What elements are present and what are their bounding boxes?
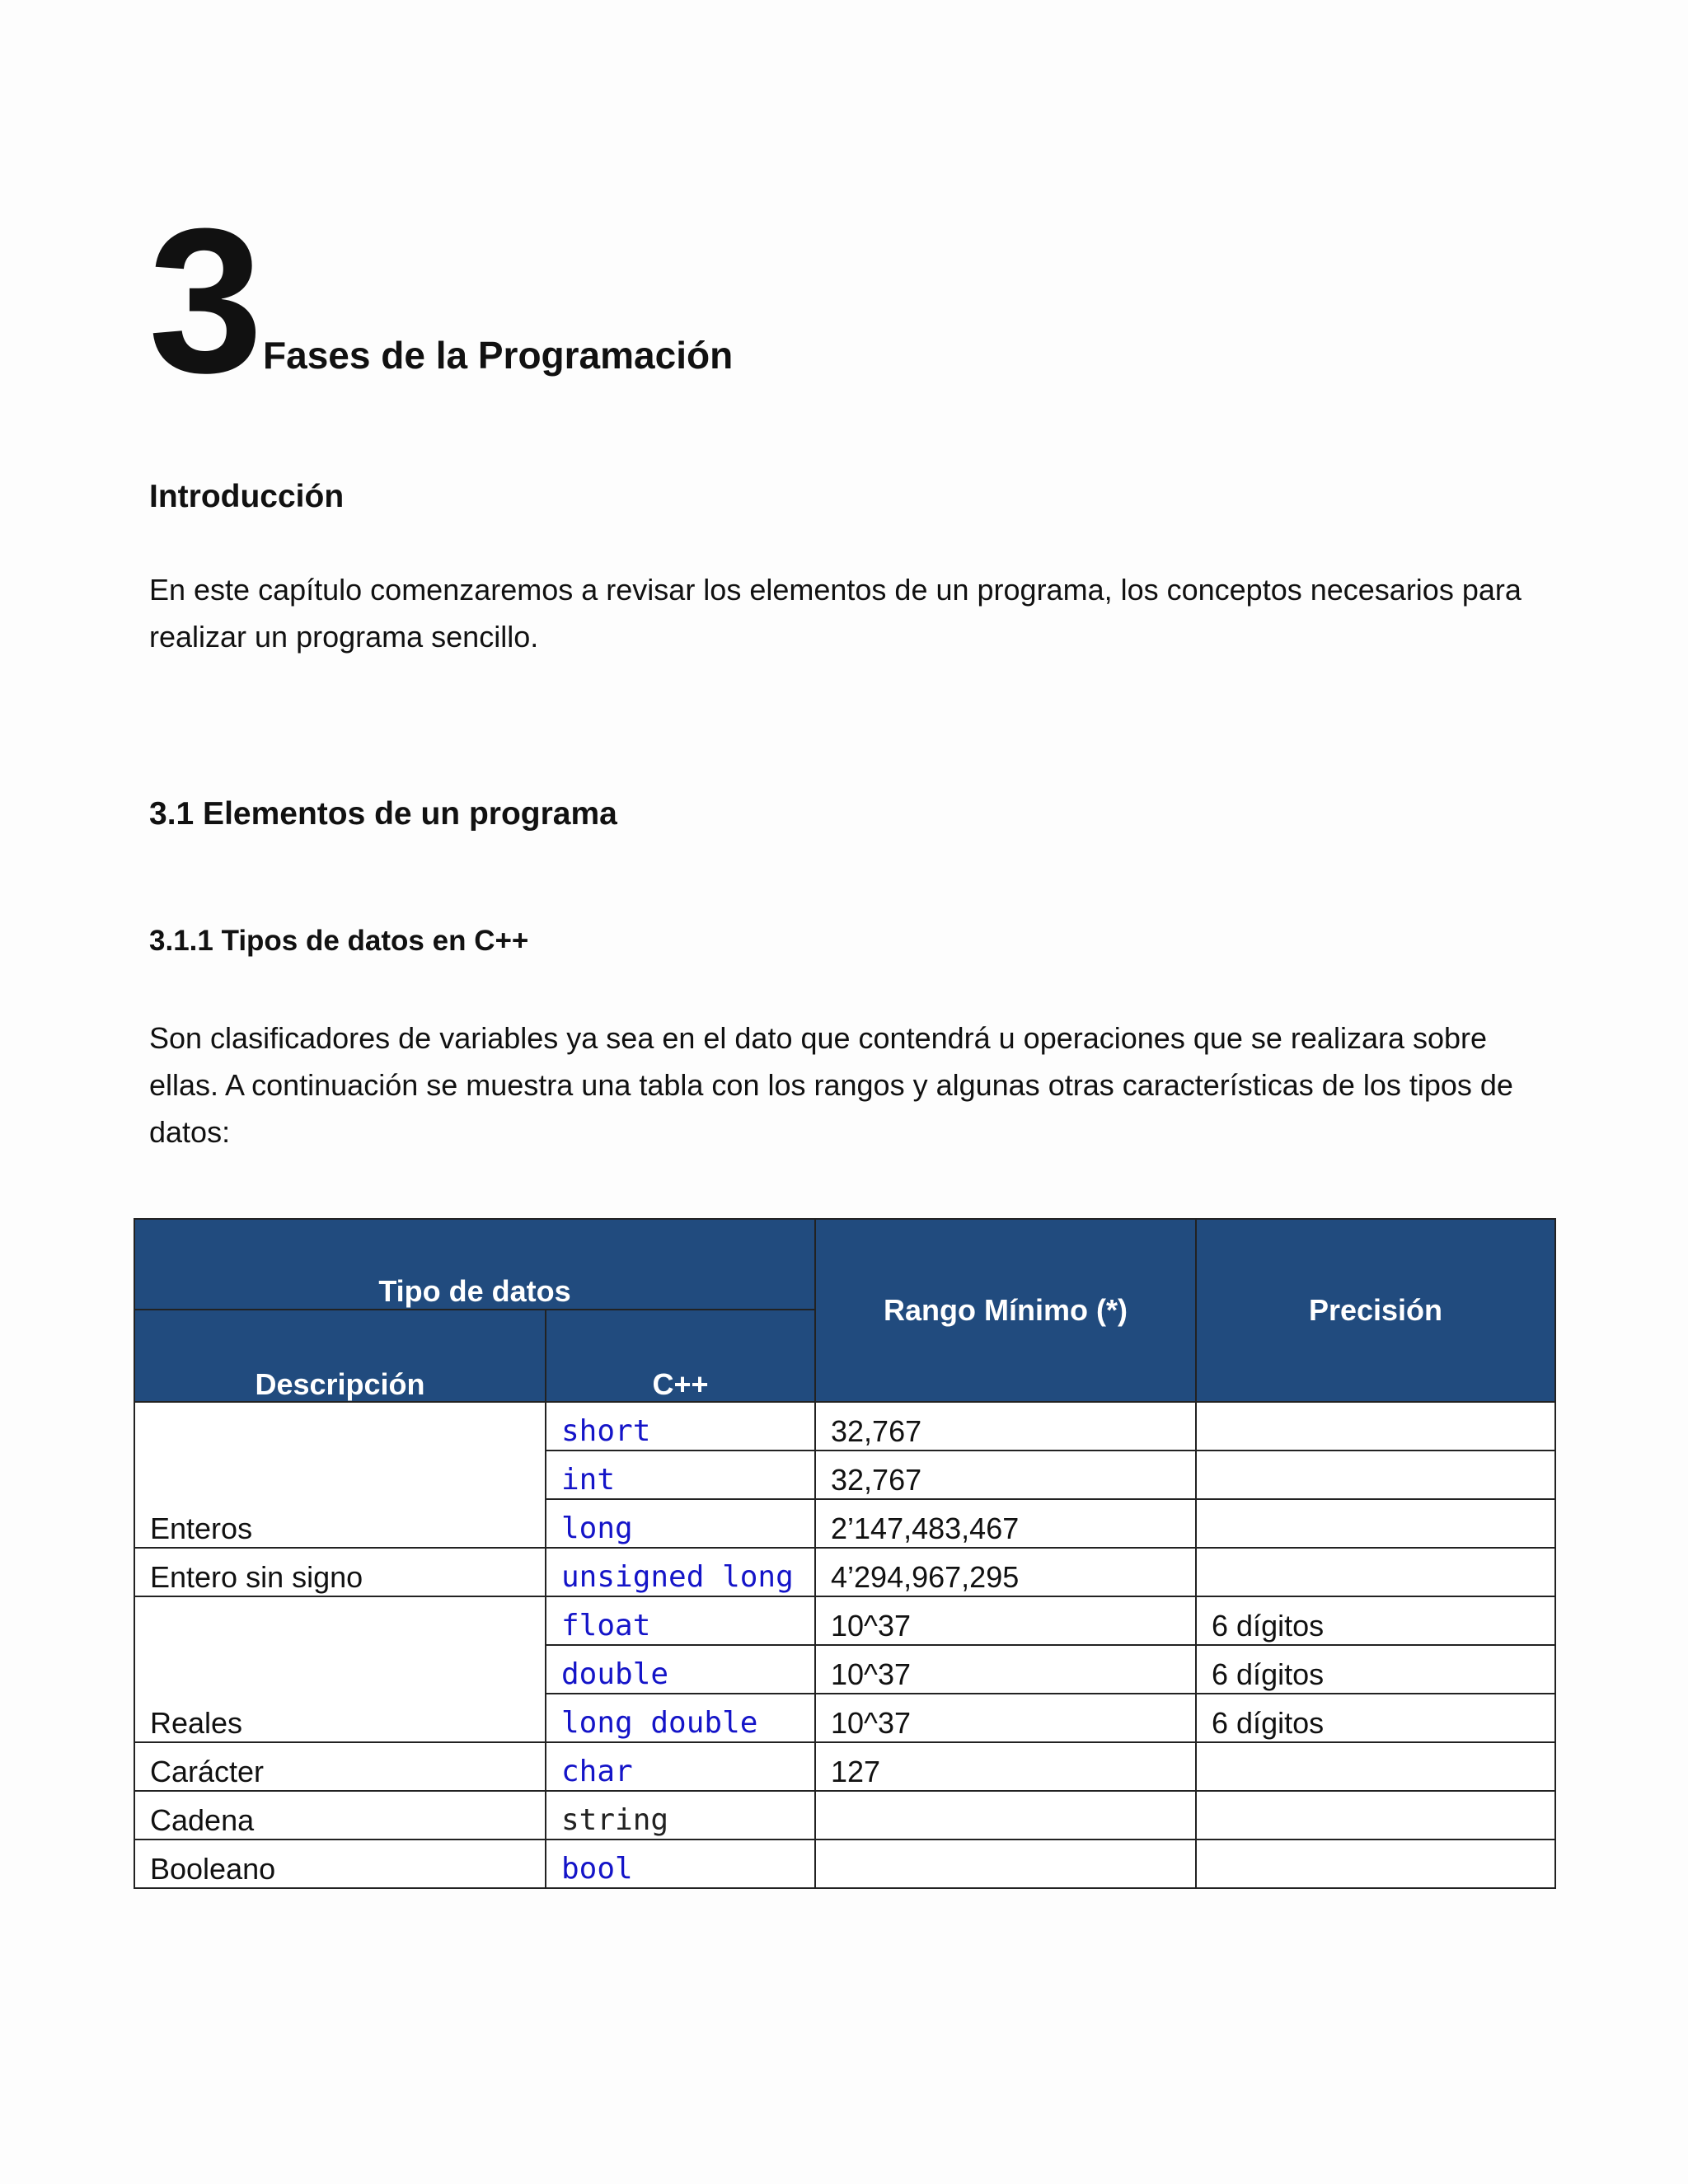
description-cell: Reales — [134, 1596, 546, 1742]
range-cell: 4’294,967,295 — [815, 1548, 1196, 1596]
description-cell: Cadena — [134, 1791, 546, 1840]
cpp-type-cell: double — [546, 1645, 815, 1694]
intro-paragraph: En este capítulo comenzaremos a revisar los elementos de un programa, los conceptos necesarios para realizar un programa sencillo. — [149, 573, 1522, 654]
subsection-heading: 3.1.1 Tipos de datos en C++ — [149, 925, 529, 957]
cpp-type-cell: unsigned long — [546, 1548, 815, 1596]
cpp-type-cell: short — [546, 1402, 815, 1451]
cpp-type-cell: char — [546, 1742, 815, 1791]
header-rango-minimo: Rango Mínimo (*) — [815, 1219, 1196, 1402]
header-precision: Precisión — [1196, 1219, 1555, 1402]
table-row — [134, 1742, 1555, 1791]
precision-cell: 6 dígitos — [1196, 1694, 1555, 1742]
description-cell: Carácter — [134, 1742, 546, 1791]
range-cell: 127 — [815, 1742, 1196, 1791]
header-descripcion: Descripción — [134, 1310, 546, 1402]
range-cell — [815, 1840, 1196, 1888]
chapter-title: Fases de la Programación — [263, 334, 734, 377]
range-cell: 2’147,483,467 — [815, 1499, 1196, 1548]
precision-cell: 6 dígitos — [1196, 1596, 1555, 1645]
cpp-type-cell: long double — [546, 1694, 815, 1742]
cpp-type-cell: float — [546, 1596, 815, 1645]
section-heading: 3.1 Elementos de un programa — [149, 796, 617, 832]
table-row — [134, 1791, 1555, 1840]
range-cell: 10^37 — [815, 1645, 1196, 1694]
description-cell: Entero sin signo — [134, 1548, 546, 1596]
chapter-number: 3 — [148, 185, 260, 415]
description-cell: Enteros — [134, 1402, 546, 1548]
cpp-type-cell: string — [546, 1791, 815, 1840]
cpp-type-cell: long — [546, 1499, 815, 1548]
precision-cell — [1196, 1451, 1555, 1499]
precision-cell — [1196, 1840, 1555, 1888]
precision-cell — [1196, 1742, 1555, 1791]
table-row — [134, 1596, 1555, 1645]
precision-cell — [1196, 1548, 1555, 1596]
range-cell: 10^37 — [815, 1694, 1196, 1742]
range-cell — [815, 1791, 1196, 1840]
table-row — [134, 1402, 1555, 1451]
data-types-table — [134, 1218, 1556, 1889]
subsection-paragraph: Son clasificadores de variables ya sea en el dato que contendrá u operaciones que se realizara sobre ellas. A continuación se muestra una tabla con los rangos y algunas otras características de los tipos de datos: — [149, 1021, 1513, 1149]
chapter-heading — [148, 185, 734, 415]
precision-cell — [1196, 1499, 1555, 1548]
precision-cell — [1196, 1402, 1555, 1451]
precision-cell: 6 dígitos — [1196, 1645, 1555, 1694]
header-cpp: C++ — [546, 1310, 815, 1402]
table-row — [134, 1840, 1555, 1888]
description-cell: Booleano — [134, 1840, 546, 1888]
precision-cell — [1196, 1791, 1555, 1840]
range-cell: 32,767 — [815, 1451, 1196, 1499]
table-row — [134, 1548, 1555, 1596]
header-tipo-de-datos: Tipo de datos — [134, 1219, 815, 1310]
range-cell: 10^37 — [815, 1596, 1196, 1645]
intro-heading: Introducción — [149, 479, 345, 514]
cpp-type-cell: bool — [546, 1840, 815, 1888]
cpp-type-cell: int — [546, 1451, 815, 1499]
range-cell: 32,767 — [815, 1402, 1196, 1451]
